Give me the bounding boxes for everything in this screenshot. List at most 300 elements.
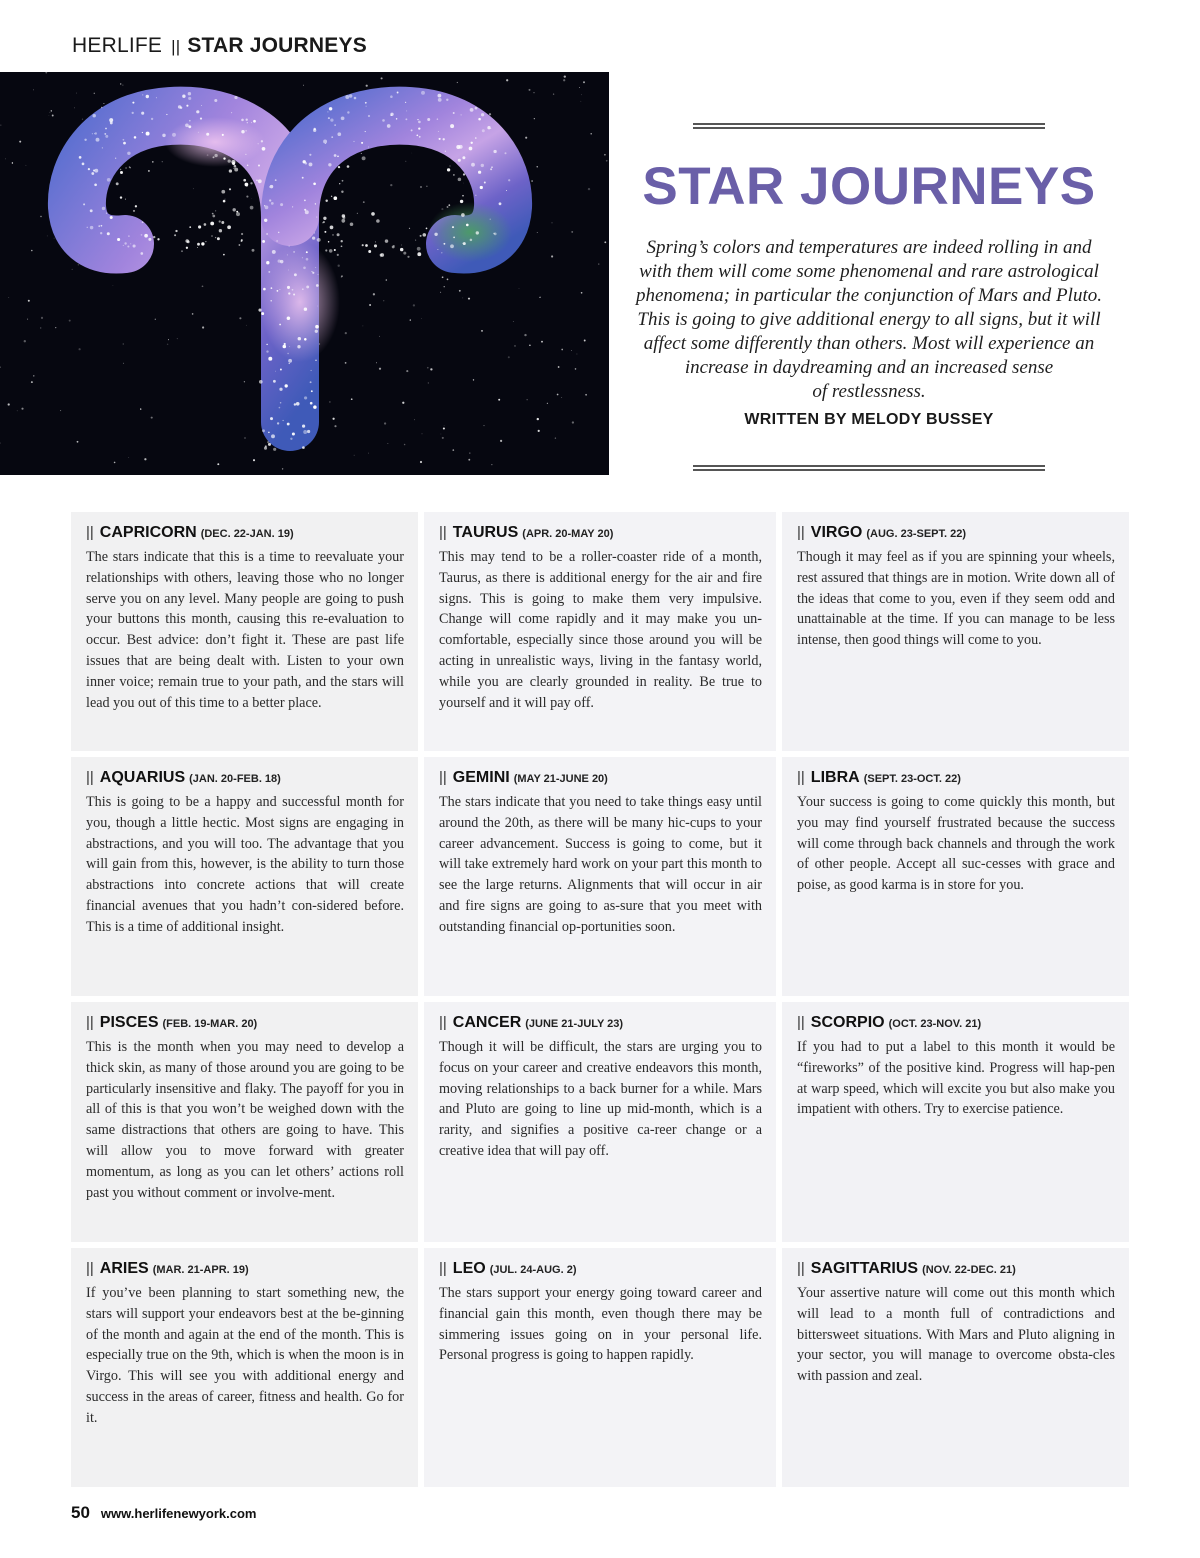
glyph-sparkle <box>478 171 481 174</box>
glyph-sparkle <box>302 446 305 449</box>
glyph-sparkle <box>317 238 321 242</box>
sign-dates: (JUL. 24-AUG. 2) <box>489 1264 577 1276</box>
star-dot <box>537 232 538 233</box>
glyph-sparkle <box>288 270 289 271</box>
star-dot <box>9 297 10 298</box>
glyph-sparkle <box>313 182 316 185</box>
glyph-sparkle <box>480 186 483 189</box>
standfirst-line: Spring’s colors and temperatures are indeed rolling in and <box>646 237 1092 258</box>
glyph-sparkle <box>385 239 388 242</box>
glyph-sparkle <box>450 244 454 248</box>
glyph-sparkle <box>247 165 249 167</box>
glyph-sparkle <box>482 129 485 132</box>
glyph-sparkle <box>197 243 200 246</box>
glyph-sparkle <box>329 107 332 110</box>
star-dot <box>332 234 334 236</box>
star-dot <box>19 141 21 143</box>
glyph-sparkle <box>247 122 248 123</box>
star-dot <box>192 313 194 315</box>
glyph-sparkle <box>491 166 493 168</box>
star-dot <box>40 327 41 328</box>
glyph-sparkle <box>180 106 182 108</box>
star-dot <box>598 264 599 265</box>
glyph-sparkle <box>106 213 107 214</box>
heading-marker: || <box>439 1014 447 1031</box>
standfirst-line: of restlessness. <box>812 381 926 402</box>
glyph-sparkle <box>128 235 130 237</box>
glyph-sparkle <box>219 229 222 232</box>
glyph-sparkle <box>270 417 273 420</box>
glyph-sparkle <box>185 123 189 127</box>
glyph-sparkle <box>294 403 296 405</box>
glyph-sparkle <box>287 316 291 320</box>
glyph-sparkle <box>245 154 246 155</box>
sign-card-virgo <box>782 512 1129 751</box>
sign-name: TAURUS <box>452 524 519 541</box>
glyph-sparkle <box>280 369 282 371</box>
star-dot <box>527 399 528 400</box>
star-dot <box>334 425 336 427</box>
glyph-sparkle <box>206 133 209 136</box>
glyph-sparkle <box>323 221 325 223</box>
glyph-sparkle <box>380 254 383 257</box>
star-dot <box>558 366 560 368</box>
glyph-sparkle <box>508 179 510 181</box>
heading-marker: || <box>797 1014 805 1031</box>
glyph-sparkle <box>102 147 103 148</box>
glyph-sparkle <box>215 237 216 238</box>
glyph-sparkle <box>262 240 265 243</box>
star-dot <box>41 317 43 319</box>
heading-marker: || <box>86 524 94 541</box>
glyph-sparkle <box>327 111 328 112</box>
glyph-sparkle <box>471 163 475 167</box>
glyph-sparkle <box>134 136 137 139</box>
aries-hero-image <box>0 72 609 475</box>
glyph-sparkle <box>293 293 295 295</box>
running-head <box>72 34 367 58</box>
glyph-sparkle <box>239 244 241 246</box>
star-dot <box>202 285 204 287</box>
glyph-sparkle <box>141 112 144 115</box>
glyph-sparkle <box>476 231 479 234</box>
glyph-sparkle <box>443 243 445 245</box>
star-dot <box>406 370 408 372</box>
star-dot <box>252 198 253 199</box>
glyph-sparkle <box>115 158 116 159</box>
glyph-sparkle <box>311 370 312 371</box>
glyph-sparkle <box>140 252 143 255</box>
star-dot <box>386 279 388 281</box>
glyph-sparkle <box>201 105 202 106</box>
standfirst-line: affect some differently than others. Most will experience an <box>643 333 1095 354</box>
star-dot <box>422 433 423 434</box>
sign-forecast: Though it may feel as if you are spinning your wheels, rest assured that things are in motion. Write down all of the ideas that come to you, even if they seem odd and unattainable at the time. If you can manage to be less intense, then good things will come to you. <box>797 549 1115 649</box>
glyph-sparkle <box>461 213 465 217</box>
glyph-sparkle <box>319 343 320 344</box>
star-dot <box>410 319 411 320</box>
glyph-sparkle <box>250 206 254 210</box>
glyph-sparkle <box>405 118 407 120</box>
glyph-sparkle <box>223 201 224 202</box>
glyph-sparkle <box>470 239 473 242</box>
glyph-sparkle <box>292 206 293 207</box>
glyph-sparkle <box>302 425 305 428</box>
sign-heading <box>797 1014 1115 1034</box>
glyph-sparkle <box>266 261 269 264</box>
sign-dates: (NOV. 22-DEC. 21) <box>922 1264 1016 1276</box>
sign-dates: (OCT. 23-NOV. 21) <box>888 1018 982 1030</box>
sign-heading <box>86 1260 404 1280</box>
star-dot <box>508 356 510 358</box>
glyph-sparkle <box>337 132 341 136</box>
glyph-sparkle <box>289 246 290 247</box>
star-dot <box>33 90 34 91</box>
glyph-sparkle <box>82 163 85 166</box>
star-dot <box>368 453 369 454</box>
glyph-sparkle <box>458 178 462 182</box>
star-dot <box>413 304 415 306</box>
glyph-sparkle <box>415 240 416 241</box>
glyph-sparkle <box>93 170 95 172</box>
star-dot <box>193 188 194 189</box>
glyph-sparkle <box>303 430 307 434</box>
glyph-sparkle <box>271 434 275 438</box>
sign-dates: (MAR. 21-APR. 19) <box>152 1264 249 1276</box>
sign-name: CAPRICORN <box>99 524 197 541</box>
glyph-sparkle <box>328 241 330 243</box>
website-url: www.herlifenewyork.com <box>100 1506 257 1521</box>
star-dot <box>581 94 582 95</box>
glyph-sparkle <box>290 438 292 440</box>
section-label: HERLIFE <box>72 34 163 57</box>
glyph-sparkle <box>98 225 99 226</box>
glyph-sparkle <box>361 153 362 154</box>
star-dot <box>529 345 531 347</box>
glyph-sparkle <box>246 119 248 121</box>
star-dot <box>31 381 33 383</box>
star-dot <box>462 195 464 197</box>
glyph-sparkle <box>297 345 300 348</box>
star-dot <box>606 160 608 162</box>
star-dot <box>430 368 432 370</box>
glyph-sparkle <box>494 233 497 236</box>
glyph-sparkle <box>305 162 307 164</box>
glyph-sparkle <box>105 135 108 138</box>
page-number: 50 <box>71 1503 90 1522</box>
glyph-sparkle <box>453 237 455 239</box>
star-dot <box>557 394 559 396</box>
glyph-sparkle <box>315 267 316 268</box>
glyph-sparkle <box>246 196 248 198</box>
glyph-sparkle <box>107 178 111 182</box>
star-dot <box>239 317 241 319</box>
running-title: STAR JOURNEYS <box>187 34 367 57</box>
star-dot <box>498 399 500 401</box>
star-dot <box>580 101 581 102</box>
sign-dates: (AUG. 23-SEPT. 22) <box>866 528 966 540</box>
star-dot <box>60 410 61 411</box>
star-dot <box>469 452 470 453</box>
glyph-sparkle <box>298 337 301 340</box>
glyph-sparkle <box>262 147 266 151</box>
star-dot <box>103 103 104 104</box>
star-dot <box>489 113 491 115</box>
star-dot <box>27 319 28 320</box>
glyph-sparkle <box>397 92 399 94</box>
star-dot <box>547 403 548 404</box>
sign-heading <box>797 524 1115 544</box>
glyph-sparkle <box>316 239 317 240</box>
glyph-sparkle <box>234 96 237 99</box>
sign-name: GEMINI <box>452 769 510 786</box>
glyph-sparkle <box>133 244 136 247</box>
star-dot <box>69 320 71 322</box>
glyph-sparkle <box>172 133 176 137</box>
glyph-sparkle <box>347 165 350 168</box>
glyph-sparkle <box>92 133 93 134</box>
heading-marker: || <box>86 1260 94 1277</box>
glyph-sparkle <box>411 129 413 131</box>
glyph-sparkle <box>314 232 315 233</box>
star-dot <box>224 198 225 199</box>
star-dot <box>55 327 56 328</box>
star-dot <box>426 228 428 230</box>
glyph-sparkle <box>341 190 343 192</box>
byline: WRITTEN BY MELODY BUSSEY <box>744 411 994 428</box>
glyph-sparkle <box>280 402 282 404</box>
star-dot <box>120 196 122 198</box>
star-dot <box>72 269 73 270</box>
glyph-sparkle <box>91 172 94 175</box>
glyph-sparkle <box>325 200 327 202</box>
glyph-sparkle <box>490 128 491 129</box>
glyph-sparkle <box>241 130 244 133</box>
star-dot <box>345 332 347 334</box>
glyph-sparkle <box>452 226 454 228</box>
glyph-sparkle <box>292 289 294 291</box>
star-dot <box>351 398 353 400</box>
glyph-sparkle <box>234 165 237 168</box>
glyph-sparkle <box>217 237 220 240</box>
star-dot <box>575 368 577 370</box>
glyph-sparkle <box>323 140 327 144</box>
glyph-sparkle <box>156 97 157 98</box>
star-dot <box>17 410 18 411</box>
star-dot <box>524 334 526 336</box>
glyph-sparkle <box>123 245 124 246</box>
glyph-sparkle <box>490 168 492 170</box>
glyph-sparkle <box>450 124 454 128</box>
glyph-sparkle <box>253 120 256 123</box>
glyph-sparkle <box>127 152 130 155</box>
star-dot <box>125 167 127 169</box>
glyph-sparkle <box>330 118 333 121</box>
glyph-sparkle <box>304 396 307 399</box>
star-dot <box>584 340 586 342</box>
sign-dates: (SEPT. 23-OCT. 22) <box>863 773 961 785</box>
glyph-sparkle <box>418 127 420 129</box>
glyph-sparkle <box>365 131 366 132</box>
sign-forecast: The stars indicate that you need to take things easy until around the 20th, as there will be many hic-cups to your career advancement. Success is going to come, but it will take extremely hard work on your part this month to see the large returns. Alignments that will occur in air and fire signs are going to as-sure that you meet with outstanding financial op-portunities soon. <box>439 794 762 935</box>
glyph-sparkle <box>487 126 490 129</box>
star-dot <box>411 153 412 154</box>
glyph-sparkle <box>268 357 272 361</box>
glyph-sparkle <box>276 240 278 242</box>
sign-forecast: Though it will be difficult, the stars are urging you to focus on your career and creative endeavors this month, moving relationships to a back burner for a while. Mars and Pluto are going to line up mid-month, which is a rarity, and signifies a positive ca-reer change or a creative idea that will pay off. <box>439 1039 762 1159</box>
star-dot <box>452 449 454 451</box>
star-dot <box>79 348 81 350</box>
glyph-sparkle <box>110 216 113 219</box>
star-dot <box>12 162 13 163</box>
star-dot <box>329 401 330 402</box>
star-dot <box>506 79 508 81</box>
glyph-sparkle <box>278 232 280 234</box>
glyph-sparkle <box>328 117 330 119</box>
star-dot <box>49 115 50 116</box>
sign-heading <box>86 1014 404 1034</box>
glyph-sparkle <box>186 105 188 107</box>
glyph-sparkle <box>366 106 367 107</box>
glyph-sparkle <box>142 221 144 223</box>
glyph-sparkle <box>261 140 263 142</box>
heading-marker: || <box>797 1260 805 1277</box>
glyph-sparkle <box>83 203 85 205</box>
glyph-sparkle <box>129 166 131 168</box>
star-dot <box>421 318 422 319</box>
sign-name: LEO <box>452 1260 486 1277</box>
glyph-sparkle <box>146 132 150 136</box>
glyph-sparkle <box>104 133 106 135</box>
star-dot <box>514 345 516 347</box>
glyph-sparkle <box>263 288 266 291</box>
glyph-sparkle <box>288 359 292 363</box>
glyph-sparkle <box>289 346 290 347</box>
glyph-sparkle <box>84 139 86 141</box>
glyph-sparkle <box>243 179 246 182</box>
glyph-sparkle <box>273 380 276 383</box>
glyph-sparkle <box>166 114 167 115</box>
glyph-sparkle <box>475 137 477 139</box>
glyph-sparkle <box>101 225 103 227</box>
glyph-sparkle <box>341 245 343 247</box>
glyph-sparkle <box>417 247 421 251</box>
glyph-sparkle <box>245 183 249 187</box>
star-dot <box>571 350 572 351</box>
glyph-sparkle <box>146 95 149 98</box>
sign-name: ARIES <box>99 1260 149 1277</box>
star-dot <box>585 394 587 396</box>
glyph-sparkle <box>362 156 366 160</box>
star-dot <box>583 81 585 83</box>
star-dot <box>152 161 154 163</box>
glyph-sparkle <box>124 242 126 244</box>
glyph-sparkle <box>268 271 270 273</box>
star-dot <box>376 362 377 363</box>
sign-heading <box>439 1014 762 1034</box>
sign-dates: (JUNE 21-JULY 23) <box>525 1018 624 1030</box>
glyph-sparkle <box>337 254 339 256</box>
star-dot <box>33 375 34 376</box>
star-dot <box>481 330 483 332</box>
glyph-sparkle <box>304 308 307 311</box>
glyph-sparkle <box>287 353 288 354</box>
heading-marker: || <box>797 524 805 541</box>
glyph-sparkle <box>304 200 306 202</box>
glyph-sparkle <box>107 232 110 235</box>
glyph-sparkle <box>390 95 393 98</box>
glyph-sparkle <box>234 168 238 172</box>
star-dot <box>128 457 129 458</box>
glyph-sparkle <box>279 388 282 391</box>
star-dot <box>537 166 538 167</box>
sign-dates: (DEC. 22-JAN. 19) <box>200 528 294 540</box>
glyph-sparkle <box>460 200 463 203</box>
glyph-sparkle <box>182 95 185 98</box>
glyph-sparkle <box>236 211 238 213</box>
heading-marker: || <box>439 524 447 541</box>
star-dot <box>366 85 368 87</box>
page-footer <box>71 1503 256 1523</box>
glyph-sparkle <box>329 249 333 253</box>
glyph-sparkle <box>120 171 123 174</box>
star-dot <box>325 249 327 251</box>
sign-card-pisces <box>71 1002 418 1242</box>
glyph-sparkle <box>210 222 214 226</box>
sign-card-leo <box>424 1248 776 1487</box>
glyph-sparkle <box>380 256 381 257</box>
glyph-sparkle <box>266 344 267 345</box>
glyph-sparkle <box>441 252 442 253</box>
glyph-sparkle <box>275 371 276 372</box>
glyph-sparkle <box>315 330 318 333</box>
glyph-sparkle <box>438 131 439 132</box>
star-dot <box>491 464 492 465</box>
star-dot <box>420 235 422 237</box>
star-dot <box>0 124 1 125</box>
glyph-sparkle <box>293 251 295 253</box>
glyph-sparkle <box>312 272 314 274</box>
glyph-sparkle <box>144 234 148 238</box>
glyph-sparkle <box>368 250 371 253</box>
glyph-sparkle <box>493 150 496 153</box>
glyph-sparkle <box>438 98 442 102</box>
star-dot <box>538 430 540 432</box>
glyph-sparkle <box>302 288 304 290</box>
star-dot <box>444 286 445 287</box>
glyph-sparkle <box>310 381 312 383</box>
heading-marker: || <box>439 1260 447 1277</box>
glyph-sparkle <box>318 274 319 275</box>
glyph-sparkle <box>368 115 370 117</box>
standfirst-line: This is going to give additional energy to all signs, but it will <box>637 309 1101 330</box>
star-dot <box>390 184 392 186</box>
glyph-sparkle <box>417 119 418 120</box>
star-dot <box>174 234 176 236</box>
sign-card-libra <box>782 757 1129 996</box>
glyph-sparkle <box>258 164 260 166</box>
glyph-sparkle <box>231 160 235 164</box>
glyph-sparkle <box>189 120 191 122</box>
glyph-sparkle <box>462 156 465 159</box>
glyph-sparkle <box>294 273 297 276</box>
star-dot <box>78 264 80 266</box>
glyph-sparkle <box>142 94 143 95</box>
glyph-sparkle <box>270 185 273 188</box>
star-dot <box>345 362 347 364</box>
sign-name: PISCES <box>99 1014 159 1031</box>
glyph-sparkle <box>251 122 252 123</box>
